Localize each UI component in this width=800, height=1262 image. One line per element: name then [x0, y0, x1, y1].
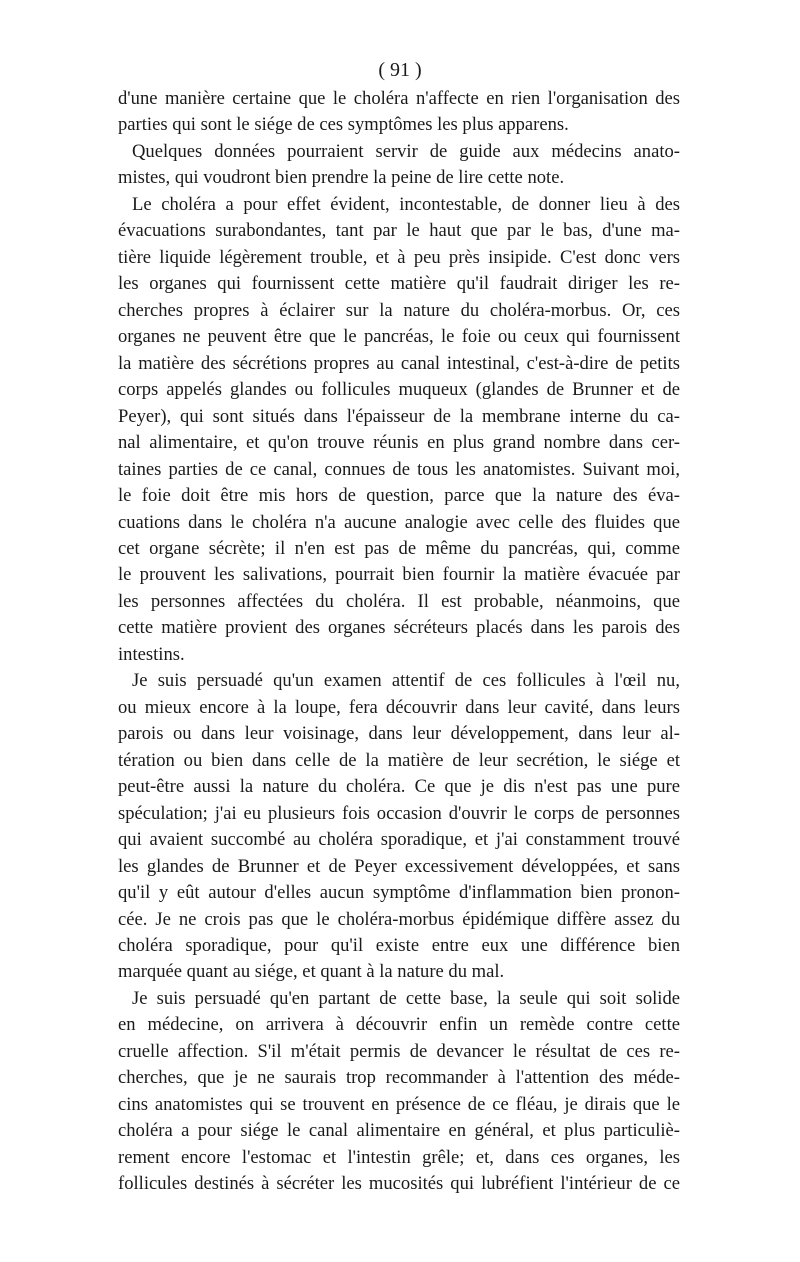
paragraph	[118, 192, 680, 668]
text-line: évacuations surabondantes, tant par le haut que par le bas, d'une ma-	[118, 220, 680, 242]
text-line: taines parties de ce canal, connues de tous les anatomistes. Suivant moi,	[118, 458, 680, 480]
text-line: peut-être aussi la nature du choléra. Ce que je dis n'est pas une pure	[118, 776, 680, 798]
text-line: Je suis persuadé qu'en partant de cette base, la seule qui soit solide	[132, 987, 680, 1009]
text-line: Le choléra a pour effet évident, incontestable, de donner lieu à des	[132, 193, 680, 215]
text-line: marquée quant au siége, et quant à la nature du mal.	[118, 961, 505, 983]
text-line: ou mieux encore à la loupe, fera découvrir dans leur cavité, dans leurs	[118, 696, 680, 718]
text-line: cette matière provient des organes sécréteurs placés dans les parois des	[118, 617, 680, 639]
text-line: tière liquide légèrement trouble, et à peu près insipide. C'est donc vers	[118, 246, 680, 268]
text-line: d'une manière certaine que le choléra n'affecte en rien l'organisation des	[118, 88, 680, 109]
text-line: en médecine, on arrivera à découvrir enfin un remède contre cette	[118, 1014, 680, 1036]
text-line: la matière des sécrétions propres au canal intestinal, c'est-à-dire de petits	[118, 352, 680, 374]
text-line: spéculation; j'ai eu plusieurs fois occasion d'ouvrir le corps de personnes	[118, 802, 680, 824]
body-text	[118, 86, 680, 1198]
text-line: organes ne peuvent être que le pancréas, le foie ou ceux qui fournissent	[118, 326, 680, 348]
text-line: le foie doit être mis hors de question, parce que la nature des éva-	[118, 485, 680, 507]
text-line: follicules destinés à sécréter les mucosités qui lubréfient l'intérieur de ce	[118, 1173, 680, 1195]
text-line: parties qui sont le siége de ces symptômes les plus apparens.	[118, 114, 569, 136]
text-line: cherches propres à éclairer sur la nature du choléra-morbus. Or, ces	[118, 299, 680, 321]
text-line: qui avaient succombé au choléra sporadique, et j'ai constamment trouvé	[118, 829, 680, 851]
text-line: Quelques données pourraient servir de guide aux médecins anato-	[132, 140, 680, 162]
text-line: nal alimentaire, et qu'on trouve réunis en plus grand nombre dans cer-	[118, 432, 680, 454]
paragraph	[118, 668, 680, 986]
text-line: les glandes de Brunner et de Peyer excessivement développées, et sans	[118, 855, 680, 877]
text-line: tération ou bien dans celle de la matière de leur secrétion, le siége et	[118, 749, 680, 771]
text-line: les organes qui fournissent cette matière qu'il faudrait diriger les re-	[118, 273, 680, 295]
text-line: rement encore l'estomac et l'intestin grêle; et, dans ces organes, les	[118, 1146, 680, 1168]
text-line: cée. Je ne crois pas que le choléra-morbus épidémique diffère assez du	[118, 908, 680, 930]
page-number: ( 91 )	[378, 59, 422, 81]
paragraph	[118, 86, 680, 139]
text-line: corps appelés glandes ou follicules muqueux (glandes de Brunner et de	[118, 379, 680, 401]
text-line: cruelle affection. S'il m'était permis de devancer le résultat de ces re-	[118, 1040, 680, 1062]
text-line: Peyer), qui sont situés dans l'épaisseur de la membrane interne du ca-	[118, 405, 680, 427]
text-line: cuations dans le choléra n'a aucune analogie avec celle des fluides que	[118, 511, 680, 533]
paragraph	[118, 139, 680, 192]
text-line: mistes, qui voudront bien prendre la peine de lire cette note.	[118, 167, 565, 189]
text-line: cins anatomistes qui se trouvent en présence de ce fléau, je dirais que le	[118, 1093, 680, 1115]
text-line: choléra sporadique, pour qu'il existe entre eux une différence bien	[118, 935, 680, 956]
text-line: le prouvent les salivations, pourrait bien fournir la matière évacuée par	[118, 564, 680, 586]
text-line: qu'il y eût autour d'elles aucun symptôme d'inflammation bien pronon-	[118, 882, 680, 904]
text-line: parois ou dans leur voisinage, dans leur développement, dans leur al-	[118, 723, 680, 745]
text-line: intestins.	[118, 643, 185, 665]
text-line: choléra a pour siége le canal alimentaire en général, et plus particuliè-	[118, 1120, 680, 1142]
text-line: cet organe sécrète; il n'en est pas de même du pancréas, qui, comme	[118, 537, 680, 559]
text-line: cherches, que je ne saurais trop recommander à l'attention des méde-	[118, 1067, 680, 1089]
paragraph	[118, 986, 680, 1198]
text-line: Je suis persuadé qu'un examen attentif de ces follicules à l'œil nu,	[132, 670, 680, 692]
text-line: les personnes affectées du choléra. Il est probable, néanmoins, que	[118, 590, 680, 612]
